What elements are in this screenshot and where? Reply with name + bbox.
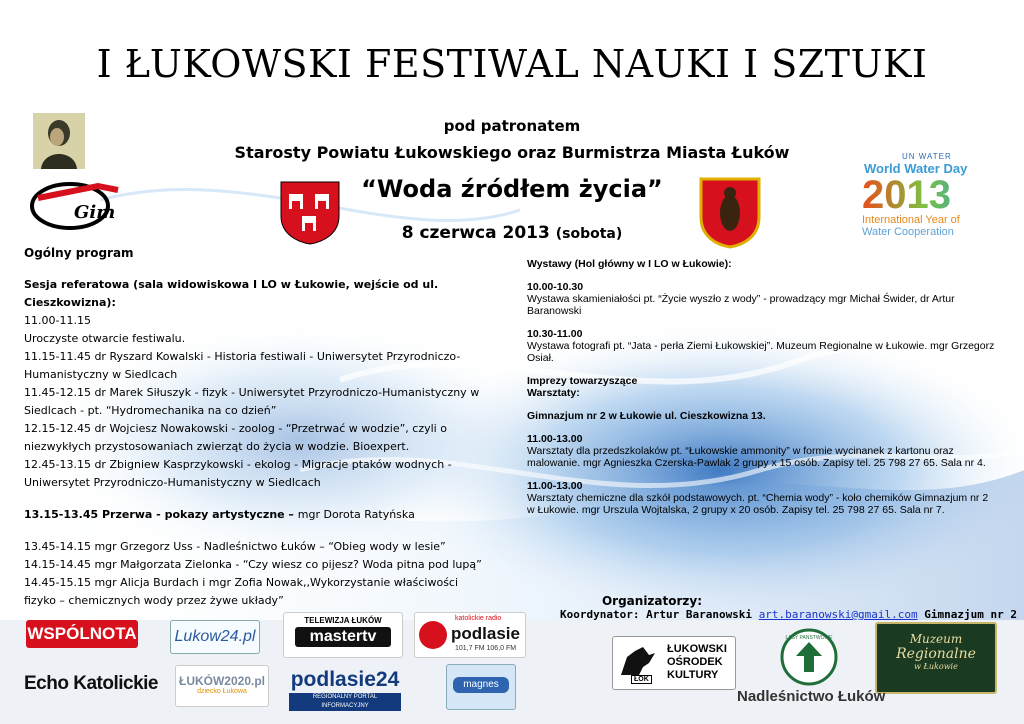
echo-katolickie-logo[interactable]: Echo Katolickie [24,673,158,694]
portrait-icon [33,113,85,169]
program-right-column [527,258,997,516]
lukow-coat-of-arms-icon [699,177,761,249]
program-line: 13.45-14.15 mgr Grzegorz Uss - Nadleśnictwo Łuków – “Obieg wody w lesie” [24,540,446,553]
program-line: 11.45-12.15 dr Marek Siłuszyk - fizyk - Uniwersytet Przyrodniczo-Humanistyczny w [24,386,480,399]
workshop-desc: Warsztaty chemiczne dla szkół podstawowych. pt. “Chemia wody” - koło chemików Gimnazjum nr 2 w Łukowie. mgr Urszula Wojtalska, 2 grupy x 20 osób. Zapisy tel. 25 798 27 65. Sala nr 7. [527,492,989,516]
page-title: I ŁUKOWSKI FESTIWAL NAUKI I SZTUKI [96,42,928,86]
lok-name: ŁUKOWSKI OŚRODEK KULTURY [667,643,727,681]
world-water-day-logo: UN WATER World Water Day 2013 International Year of Water Cooperation [858,152,988,252]
program-line: Uniwersytet Przyrodniczo-Humanistyczny w Siedlcach [24,476,321,489]
program-line: Uroczyste otwarcie festiwalu. [24,332,186,345]
school-address: Gimnazjum nr 2 w Łukowie ul. Cieszkowizna 13. [527,410,766,422]
svg-text:Gim: Gim [74,202,116,223]
break-line: 13.15-13.45 Przerwa - pokazy artystyczne – mgr Dorota Ratyńska [24,508,415,521]
gim-logo-icon [28,180,123,232]
workshops-heading: Warsztaty: [527,387,580,399]
lok-logo[interactable]: ŁOK ŁUKOWSKI OŚRODEK KULTURY [612,636,736,690]
coordinator-line: Koordynator: Artur Baranowski art.baranowski@gmail.com Gimnazjum nr 2 [560,608,1017,621]
patronage-line: pod patronatem [443,117,581,135]
events-heading: Imprezy towarzyszące [527,375,638,387]
festival-date: 8 czerwca 2013 (sobota) [401,223,623,243]
patronage-authorities: Starosty Powiatu Łukowskiego oraz Burmistrza Miasta Łuków [234,143,790,162]
email-link[interactable]: art.baranowski@gmail.com [758,608,918,621]
nadlesnictwo-label: Nadleśnictwo Łuków [737,688,886,705]
exhibitions-heading: Wystawy (Hol główny w I LO w Łukowie): [527,258,732,270]
exhibition-time: 10.30-11.00 [527,328,583,340]
lukow2020-logo[interactable]: ŁUKÓW2020.pl dziecko Łukowa [175,665,269,707]
festival-motto: “Woda źródłem życia” [361,175,663,203]
powiat-coat-of-arms-icon [279,180,341,246]
radio-podlasie-logo[interactable]: katolickie radio podlasie 101,7 FM 106,0 FM [414,612,526,658]
exhibition-time: 10.00-10.30 [527,281,584,293]
podlasie24-logo[interactable]: podlasie24 REGIONALNY PORTAL INFORMACYJNY [290,668,400,709]
program-line: 12.45-13.15 dr Zbigniew Kasprzykowski - ekolog - Migracje ptaków wodnych - [24,458,452,471]
lasy-panstwowe-logo[interactable] [780,628,838,686]
magnes-logo[interactable]: magnes [446,664,516,710]
horse-icon [619,645,657,679]
mastertv-logo[interactable]: TELEWIZJA ŁUKÓW mastertv [283,612,403,658]
program-line: fizyko – chemicznych wody przez żywe układy” [24,594,284,607]
wspolnota-logo[interactable]: WSPÓLNOTA [26,620,138,648]
session-title: Sesja referatowa (sala widowiskowa I LO w Łukowie, wejście od ul. [24,278,439,291]
svg-text:LASY PAŃSTWOWE: LASY PAŃSTWOWE [785,635,833,641]
exhibition-desc: Wystawa fotografi pt. “Jata - perła Ziemi Łukowskiej”. Muzeum Regionalne w Łukowie. mgr Grzegorz Osiał. [527,340,995,364]
workshop-time: 11.00-13.00 [527,433,583,445]
exhibition-desc: Wystawa skamieniałości pt. “Życie wyszło z wody” - prowadzący mgr Michał Świder, dr Artur Baranowski [527,293,955,317]
program-heading: Ogólny program [24,246,134,260]
program-line: 14.45-15.15 mgr Alicja Burdach i mgr Zofia Nowak,,Wykorzystanie właściwości [24,576,459,589]
session-title-2: Cieszkowizna): [24,296,116,309]
program-left-column [24,244,524,610]
program-line: Siedlcach - pt. “Hydromechanika na co dzień” [24,404,277,417]
muzeum-regionalne-logo[interactable]: Muzeum Regionalne w Łukowie [875,622,997,694]
program-line: 11.00-11.15 [24,314,91,327]
program-line: 11.15-11.45 dr Ryszard Kowalski - Historia festiwali - Uniwersytet Przyrodniczo- [24,350,461,363]
program-line: Humanistyczny w Siedlcach [24,368,178,381]
workshop-time: 11.00-13.00 [527,480,583,492]
program-line: 12.15-12.45 dr Wojciesz Nowakowski - zoolog - “Przetrwać w wodzie”, czyli o [24,422,447,435]
workshop-desc: Warsztaty dla przedszkolaków pt. “Łukowskie ammonity” w formie wycinanek z kartonu oraz malowanie. mgr Agnieszka Czerska-Pawlak 2 grupy x 15 osób. Zapisy tel. 25 798 27 65. Sala nr 4. [527,445,986,469]
lukow24-logo[interactable]: Lukow24.pl [170,620,260,654]
program-line: niezwykłych przystosowaniach zwierząt do życia w wodzie. Bioexpert. [24,440,410,453]
program-line: 14.15-14.45 mgr Małgorzata Zielonka - “Czy wiesz co pijesz? Woda pitna pod lupą” [24,558,482,571]
organizers-label: Organizatorzy: [601,594,703,608]
